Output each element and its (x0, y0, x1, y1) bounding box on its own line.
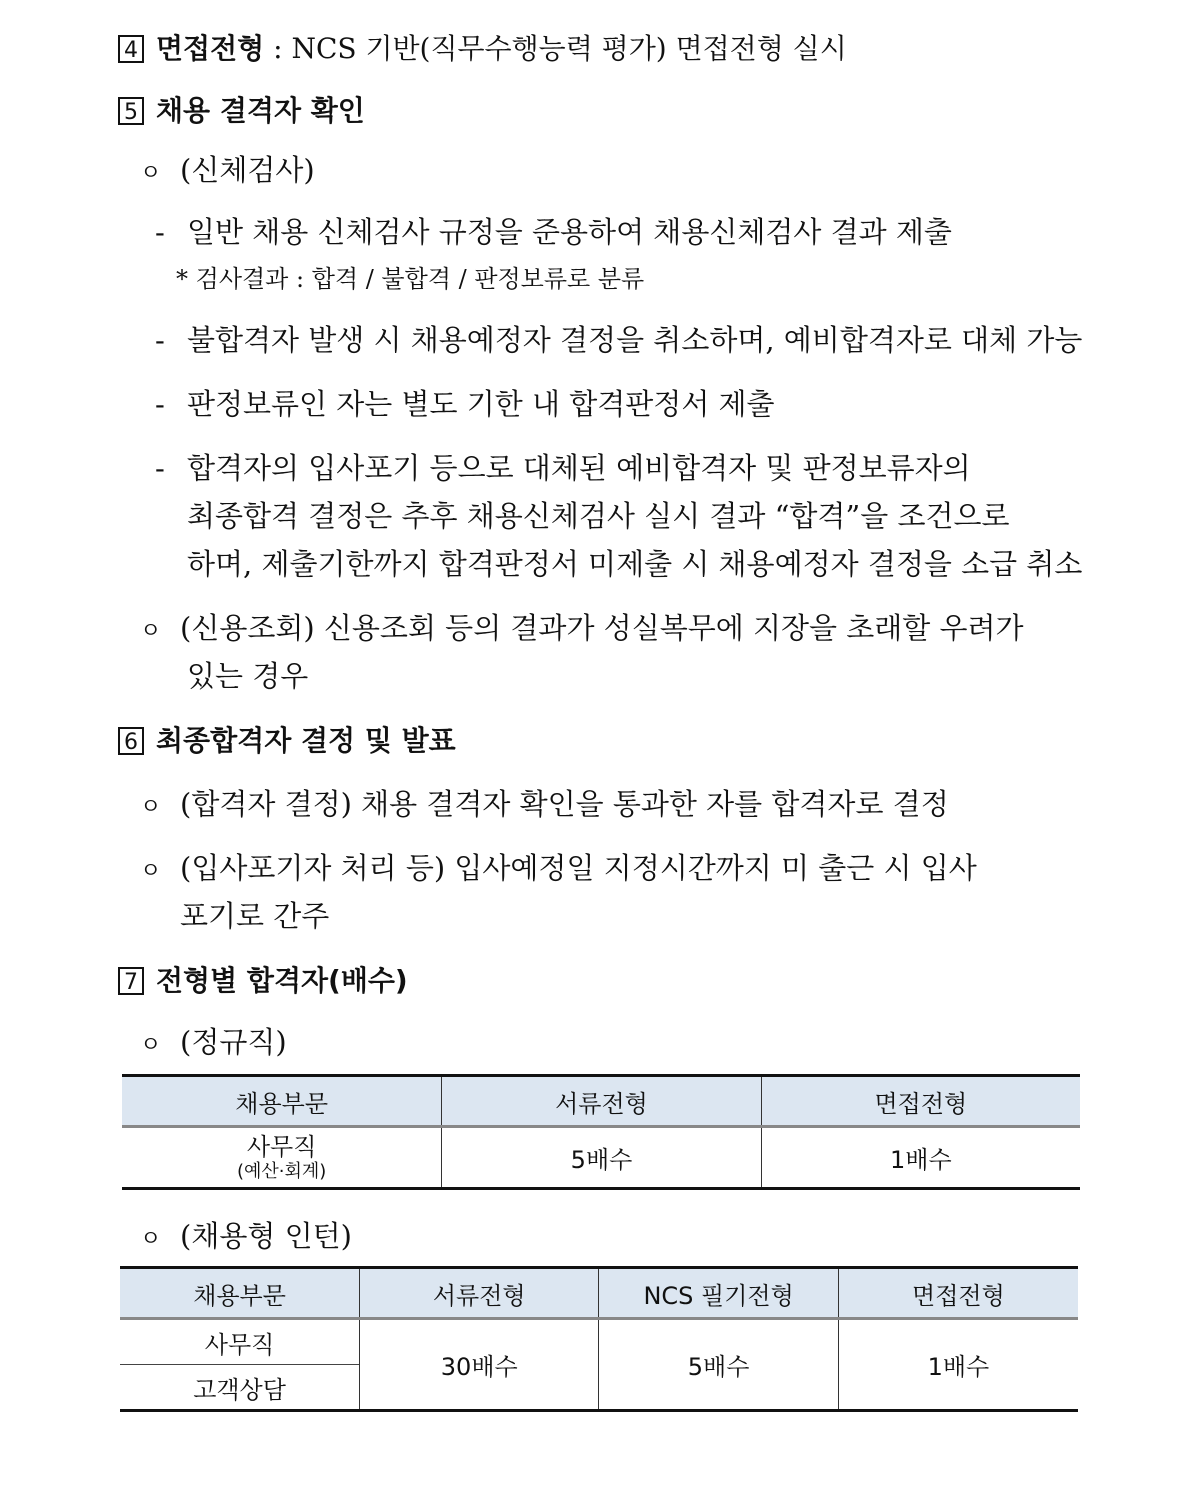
header-department: 채용부문 (122, 1076, 442, 1127)
section-title: 채용 결격자 확인 (156, 94, 365, 127)
cell-department-1: 사무직 (120, 1319, 360, 1365)
section-title: 최종합격자 결정 및 발표 (156, 724, 456, 757)
section-number: 6 (118, 727, 144, 755)
bullet-credit-check (140, 610, 1024, 650)
bullet-resignation-line-2: 포기로 간주 (180, 899, 330, 933)
department-name: 사무직 (246, 1132, 317, 1161)
dash-marker: - (155, 323, 165, 357)
bullet-credit-check-line-2: 있는 경우 (187, 659, 309, 693)
header-written: NCS 필기전형 (599, 1268, 838, 1319)
cell-written: 5배수 (599, 1319, 838, 1411)
dash-text: 일반 채용 신체검사 규정을 준용하여 채용신체검사 결과 제출 (187, 215, 952, 249)
section-6-heading (118, 722, 456, 759)
note-exam-result: * 검사결과 : 합격 / 불합격 / 판정보류로 분류 (176, 265, 645, 293)
section-7-heading (118, 962, 408, 999)
cell-department (122, 1127, 442, 1189)
cell-document: 5배수 (442, 1127, 761, 1189)
bullet-text: (채용형 인턴) (180, 1219, 352, 1253)
header-department: 채용부문 (120, 1268, 360, 1319)
dash-item-3 (155, 386, 775, 422)
bullet-marker: ㅇ (140, 795, 162, 820)
bullet-text: (신용조회) 신용조회 등의 결과가 성실복무에 지장을 초래할 우려가 (180, 611, 1024, 645)
section-description: : NCS 기반(직무수행능력 평가) 면접전형 실시 (264, 32, 847, 65)
table-header-row (122, 1076, 1080, 1127)
section-number: 7 (118, 967, 144, 995)
bullet-final-decision (140, 786, 949, 826)
header-document: 서류전형 (442, 1076, 761, 1127)
table-row (122, 1127, 1080, 1189)
dash-item-4-line-2: 최종합격 결정은 추후 채용신체검사 실시 결과 “합격”을 조건으로 (187, 499, 1010, 533)
section-title: 전형별 합격자(배수) (156, 964, 408, 997)
bullet-marker: ㅇ (140, 161, 162, 186)
dash-item-1 (155, 214, 952, 250)
table-header-row (120, 1268, 1078, 1319)
bullet-text: (정규직) (180, 1025, 287, 1059)
dash-marker: - (155, 215, 165, 249)
bullet-intern (140, 1218, 352, 1258)
dash-text: 합격자의 입사포기 등으로 대체된 예비합격자 및 판정보류자의 (187, 451, 971, 485)
bullet-text: (합격자 결정) 채용 결격자 확인을 통과한 자를 합격자로 결정 (180, 787, 949, 821)
bullet-marker: ㅇ (140, 619, 162, 644)
header-document: 서류전형 (360, 1268, 599, 1319)
bullet-marker: ㅇ (140, 859, 162, 884)
cell-interview: 1배수 (761, 1127, 1080, 1189)
header-interview: 면접전형 (838, 1268, 1078, 1319)
cell-interview: 1배수 (838, 1319, 1078, 1411)
regular-table (122, 1074, 1080, 1190)
dash-marker: - (155, 387, 165, 421)
department-sub: (예산·회계) (237, 1160, 327, 1182)
intern-table (120, 1266, 1078, 1412)
section-title: 면접전형 (156, 32, 265, 65)
cell-department-2: 고객상담 (120, 1365, 360, 1411)
dash-item-2 (155, 322, 1082, 358)
bullet-resignation (140, 850, 977, 890)
section-number: 5 (118, 97, 144, 125)
dash-item-4-line-3: 하며, 제출기한까지 합격판정서 미제출 시 채용예정자 결정을 소급 취소 (187, 547, 1083, 581)
dash-item-4 (155, 450, 971, 486)
section-5-heading (118, 92, 365, 129)
bullet-marker: ㅇ (140, 1227, 162, 1252)
bullet-physical-exam (140, 152, 315, 192)
dash-text: 불합격자 발생 시 채용예정자 결정을 취소하며, 예비합격자로 대체 가능 (187, 323, 1083, 357)
cell-document: 30배수 (360, 1319, 599, 1411)
section-4-heading (118, 30, 847, 67)
bullet-text: (입사포기자 처리 등) 입사예정일 지정시간까지 미 출근 시 입사 (180, 851, 977, 885)
bullet-regular (140, 1024, 287, 1064)
bullet-text: (신체검사) (180, 153, 315, 187)
header-interview: 면접전형 (761, 1076, 1080, 1127)
bullet-marker: ㅇ (140, 1033, 162, 1058)
dash-text: 판정보류인 자는 별도 기한 내 합격판정서 제출 (187, 387, 775, 421)
section-number: 4 (118, 35, 144, 63)
dash-marker: - (155, 451, 165, 485)
table-row (120, 1319, 1078, 1365)
